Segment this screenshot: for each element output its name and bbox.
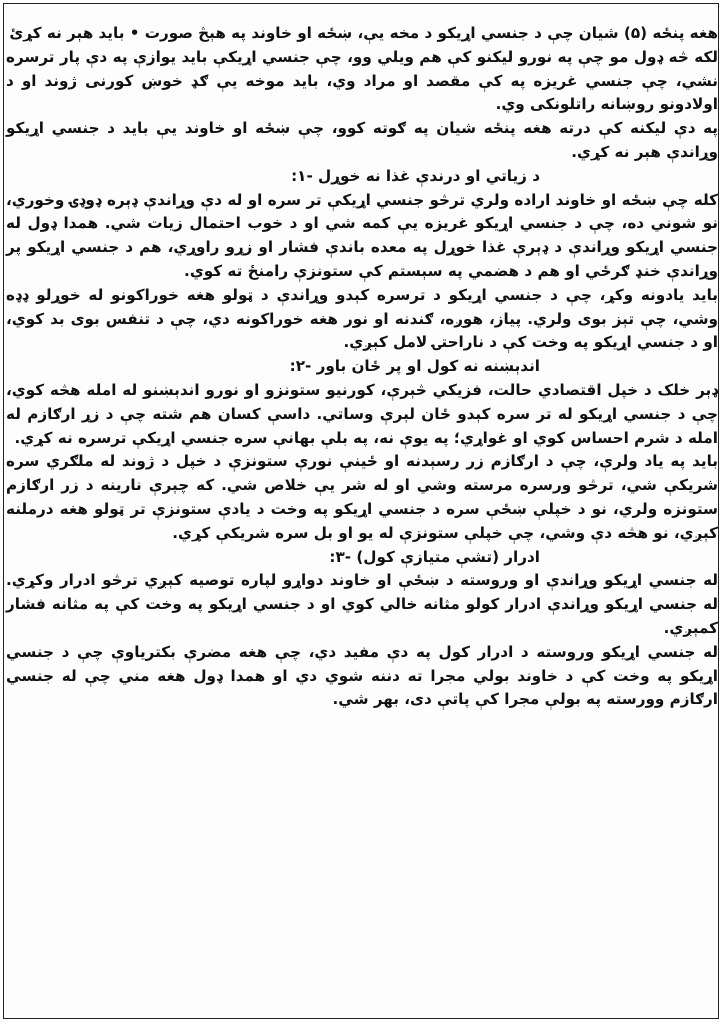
intro-paragraph: لکه څه ډول مو چې په نورو لیکنو کې هم ویلي وو، چې جنسي اړیکې باید یوازې په دې پار ترسره نشي، چې جنسي غریزه په کې مقصد او مراد وي، باید موخه یې ګډ خوښ کورنی ژوند او د اولادونو روښانه راتلونکی وي.	[6, 47, 718, 114]
section-heading-3: ادرار (تشې متیازې کول) -۳:	[329, 547, 540, 566]
section-2-paragraph-2: باید په یاد ولرې، چې د ارګازم زر رسېدنه او ځینې نورې ستونزې د خپل د ژوند له ملګري سره شریکې شي، ترڅو ورسره مرسته وشي او له شر یې خلاص شي. که چېرې نارینه د زر ارګازم ستونزه ولري، نو د خپلې ښځې سره د جنسي اړیکو په وخت د یادې ستونزې تر ټولو هغه درملنه کېږي، نو هڅه دې وشي، چې خپلې ستونزې له یو او بل سره شریکې کړي.	[6, 452, 718, 542]
section-3-paragraph-1: له جنسي اړیکو وړاندې او وروسته د ښځې او خاوند دواړو لپاره توصیه کېږي ترڅو ادرار وکړي. له جنسي اړیکو وړاندې ادرار کولو مثانه خالي کوي او د جنسي اړیکو په وخت کې په مثانه فشار کمېږي.	[6, 571, 718, 637]
article-body	[6, 22, 718, 712]
section-heading-2: اندېښنه نه کول او پر ځان باور -۲:	[289, 357, 540, 376]
article-title: هغه پنځه (۵) شیان چې د جنسي اړیکو د مخه یې، ښځه او خاوند په هېڅ صورت • باید هېر نه کړئ	[9, 24, 718, 42]
section-3-paragraph-2: له جنسي اړیکو وروسته د ادرار کول په دې مفید دي، چې هغه مضرې بکتریاوې چې د جنسي اړیکو په وخت کې د خاوند بولي مجرا ته دننه شوي دي او همدا ډول هغه مني چې له جنسي ارګازم وورسته په بولې مجرا کې پاتې دی، بهر شي.	[6, 642, 718, 709]
intro-paragraph-2: په دې لیکنه کې درته هغه پنځه شیان په ګوته کوو، چې ښځه او خاوند یې باید د جنسي اړیکو وړاندې هېر نه کړي.	[6, 119, 718, 161]
section-2-paragraph-1: ډېر خلک د خپل اقتصادي حالت، فزیکي څېرې، کورنیو ستونزو او نورو اندېښنو له امله هڅه کوي، چې د جنسي اړیکو له تر سره کېدو ځان لېرې وساتي. داسې کسان هم شته چې د زړ ارګازم له امله د شرم احساس کوي او غواړي؛ په یوې نه، په بلې بهانې سره جنسي اړیکې ترسره نه کړي.	[6, 380, 718, 447]
section-1-paragraph-2: باید یادونه وکړ، چې د جنسي اړیکو د ترسره کېدو وړاندې د ټولو هغه خوراکونو له خوړلو ډډه وشي، چې تېز بوی ولري. پیاز، هوږه، ګندنه او نور هغه خوراکونه دي، چې د تنفس بوی بد کوي، او د جنسي اړیکو په وخت کې د ناراحتۍ لامل کېږي.	[6, 285, 718, 352]
section-1-paragraph-1: کله چې ښځه او خاوند اراده ولري ترڅو جنسي اړیکې تر سره او له دې وړاندې ډېره ډوډۍ وخوري، نو شوني ده، چې د جنسي اړیکو غریزه یې کمه شي او د خوب احتمال زیات شي. همدا ډول له جنسي اړیکو وړاندې د ډېرې غذا خوړل په معده باندې فشار او زړو راوړي، هم د جنسي اړیکو پر وړاندې خنډ ګرځي او هم د هضمي په سېستم کې ستونزې رامنځ ته کوي.	[6, 190, 718, 280]
section-heading-1: د زیاتي او درندې غذا نه خوړل -۱:	[291, 166, 540, 185]
